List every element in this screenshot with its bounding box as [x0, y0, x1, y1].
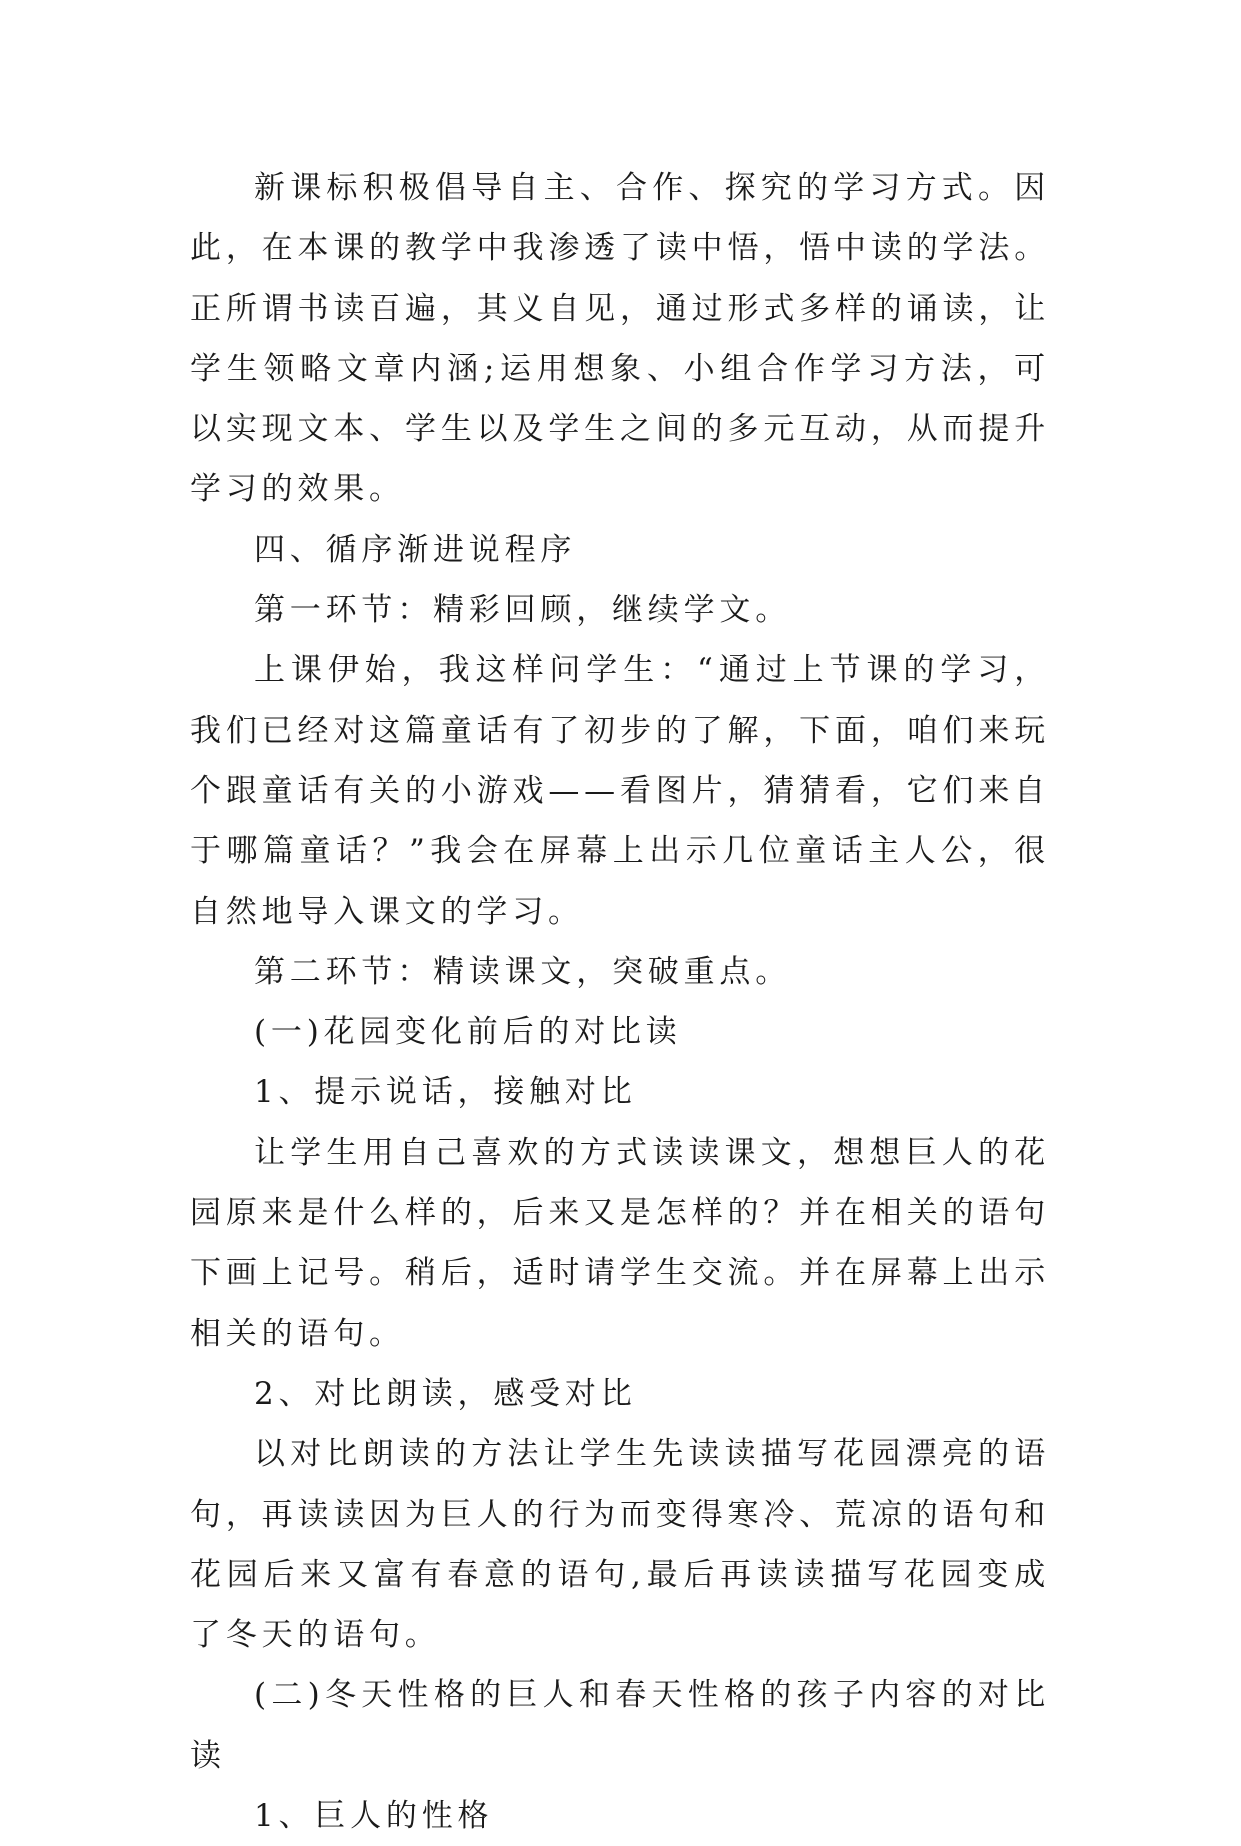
heading-step-two: 第二环节：精读课文，突破重点。 — [254, 953, 791, 990]
paragraph-class-opening: 上课伊始，我这样问学生：“通过上节课的学习，我们已经对这篇童话有了初步的了解，下面，咱们来玩个跟童话有关的小游戏——看图片，猜猜看，它们来自于哪篇童话？”我会在屏幕上出示几位童话主人公，很自然地导入课文的学习。 — [190, 652, 1050, 930]
heading-item-two: 2、对比朗读，感受对比 — [254, 1375, 637, 1412]
heading-section-four: 四、循序渐进说程序 — [254, 531, 577, 568]
document-body — [190, 158, 1050, 1846]
heading-part-one: (一)花园变化前后的对比读 — [254, 1014, 682, 1051]
paragraph-reading-task: 让学生用自己喜欢的方式读读课文，想想巨人的花园原来是什么样的，后来又是怎样的？并在相关的语句下画上记号。稍后，适时请学生交流。并在屏幕上出示相关的语句。 — [190, 1134, 1050, 1352]
heading-step-one: 第一环节：精彩回顾，继续学文。 — [254, 592, 791, 629]
paragraph-contrast-reading: 以对比朗读的方法让学生先读读描写花园漂亮的语句，再读读因为巨人的行为而变得寒冷、荒凉的语句和花园后来又富有春意的语句,最后再读读描写花园变成了冬天的语句。 — [190, 1436, 1050, 1654]
paragraph-study-method: 新课标积极倡导自主、合作、探究的学习方式。因此，在本课的教学中我渗透了读中悟，悟中读的学法。正所谓书读百遍，其义自见，通过形式多样的诵读，让学生领略文章内涵;运用想象、小组合作学习方法，可以实现文本、学生以及学生之间的多元互动，从而提升学习的效果。 — [190, 170, 1050, 508]
heading-item-one: 1、提示说话，接触对比 — [254, 1074, 637, 1111]
heading-part-two: (二)冬天性格的巨人和春天性格的孩子内容的对比读 — [190, 1677, 1050, 1774]
heading-giant-character: 1、巨人的性格 — [254, 1798, 494, 1835]
